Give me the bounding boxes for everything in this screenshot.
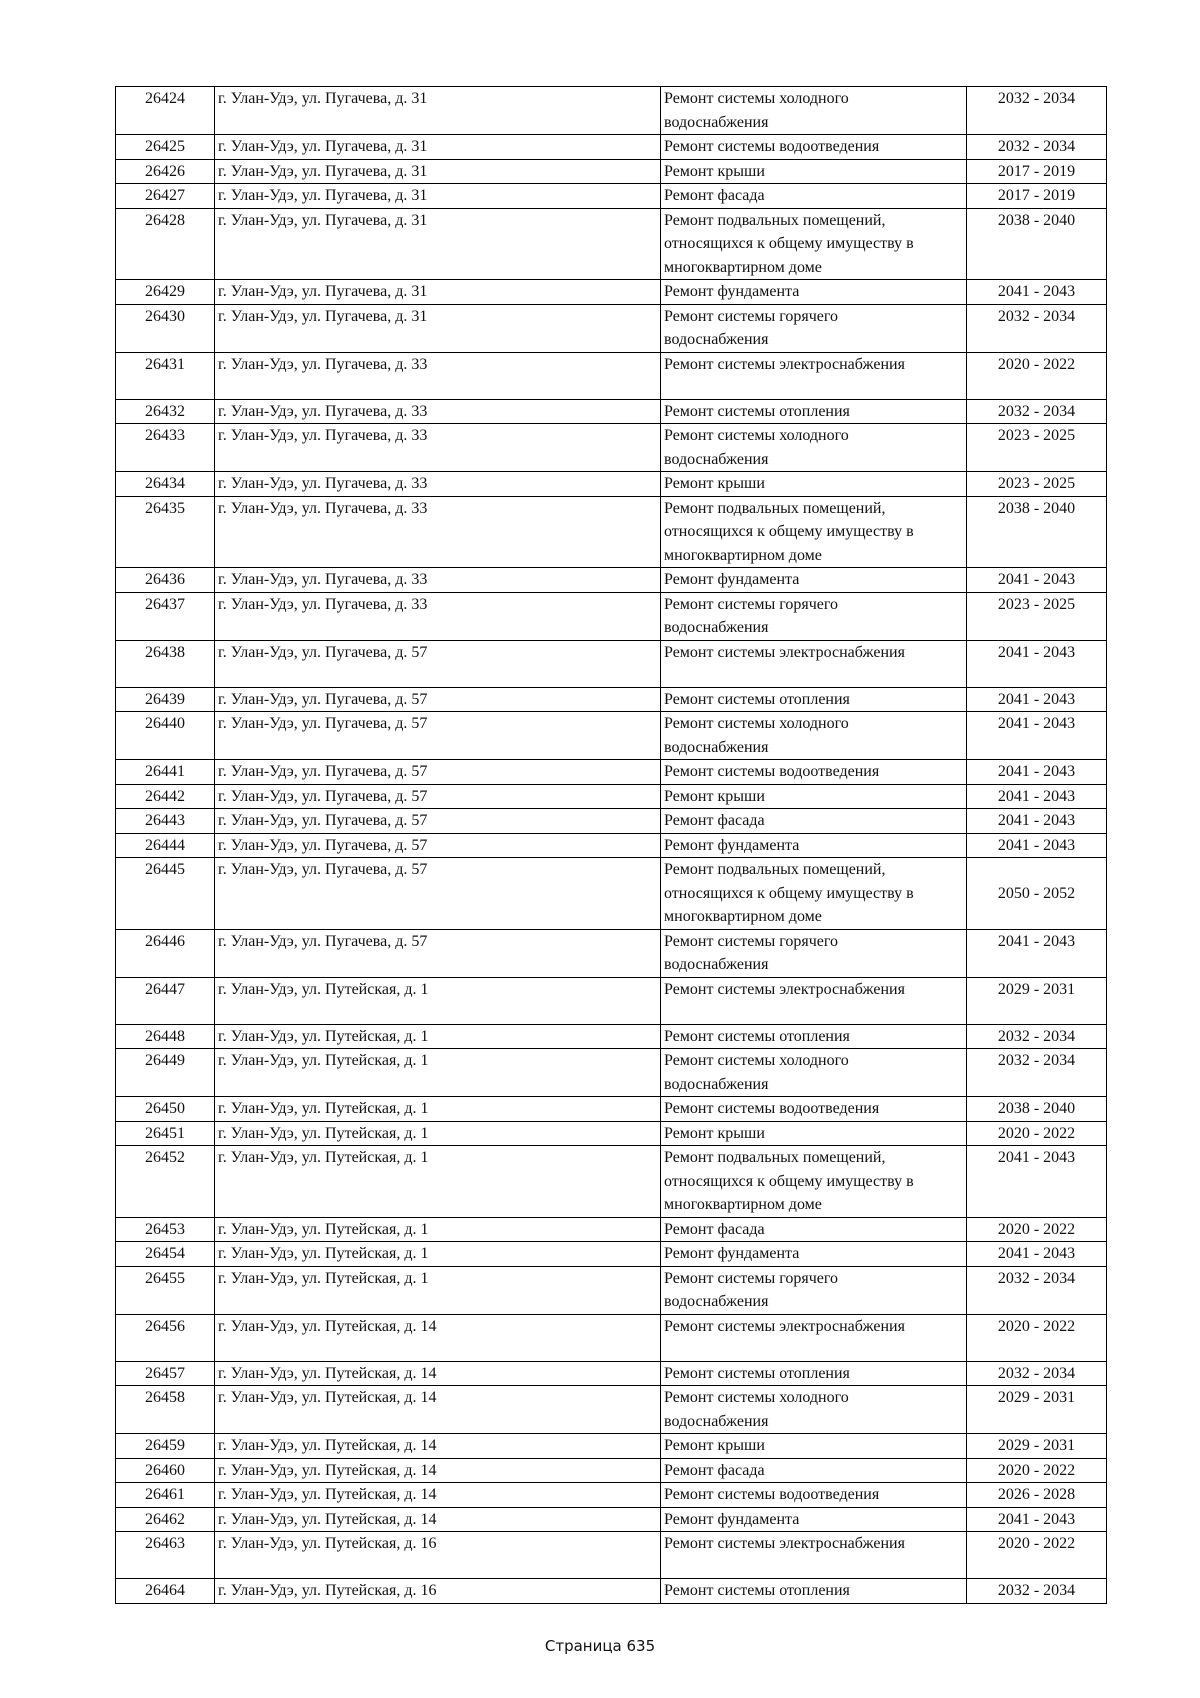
row-work-type: Ремонт фасада: [661, 184, 967, 209]
row-years: 2032 - 2034: [967, 399, 1107, 424]
row-years: 2038 - 2040: [967, 1097, 1107, 1122]
row-work-type: Ремонт системы отопления: [661, 687, 967, 712]
row-address: г. Улан-Удэ, ул. Путейская, д. 16: [215, 1579, 661, 1604]
row-work-type: Ремонт системы холодного водоснабжения: [661, 424, 967, 472]
row-work-type: Ремонт системы водоотведения: [661, 1483, 967, 1508]
page-number: Страница 635: [544, 1637, 656, 1655]
row-work-type: Ремонт системы холодного водоснабжения: [661, 712, 967, 760]
row-number: 26452: [116, 1146, 215, 1218]
table-row: [116, 687, 1107, 712]
row-work-type: Ремонт системы холодного водоснабжения: [661, 1049, 967, 1097]
row-years: 2020 - 2022: [967, 1532, 1107, 1579]
row-work-type: Ремонт системы холодного водоснабжения: [661, 87, 967, 135]
table-row: [116, 184, 1107, 209]
table-row: [116, 592, 1107, 640]
row-years: 2029 - 2031: [967, 1386, 1107, 1434]
row-address: г. Улан-Удэ, ул. Путейская, д. 1: [215, 1121, 661, 1146]
row-work-type: Ремонт фундамента: [661, 1507, 967, 1532]
row-address: г. Улан-Удэ, ул. Пугачева, д. 31: [215, 208, 661, 280]
row-address: г. Улан-Удэ, ул. Путейская, д. 1: [215, 1097, 661, 1122]
row-years: 2032 - 2034: [967, 1049, 1107, 1097]
row-number: 26450: [116, 1097, 215, 1122]
table-row: [116, 929, 1107, 977]
row-work-type: Ремонт системы отопления: [661, 1361, 967, 1386]
table-row: [116, 352, 1107, 399]
row-work-type: Ремонт системы отопления: [661, 399, 967, 424]
row-years: 2038 - 2040: [967, 208, 1107, 280]
row-number: 26439: [116, 687, 215, 712]
row-address: г. Улан-Удэ, ул. Путейская, д. 14: [215, 1507, 661, 1532]
row-work-type: Ремонт системы отопления: [661, 1579, 967, 1604]
row-address: г. Улан-Удэ, ул. Путейская, д. 1: [215, 1146, 661, 1218]
row-work-type: Ремонт системы электроснабжения: [661, 1532, 967, 1579]
table-row: [116, 1217, 1107, 1242]
row-address: г. Улан-Удэ, ул. Путейская, д. 1: [215, 1217, 661, 1242]
row-years: 2041 - 2043: [967, 687, 1107, 712]
row-work-type: Ремонт системы электроснабжения: [661, 977, 967, 1024]
row-number: 26461: [116, 1483, 215, 1508]
row-work-type: Ремонт подвальных помещений, относящихся к общему имуществу в многоквартирном доме: [661, 858, 967, 930]
table-row: [116, 1024, 1107, 1049]
row-number: 26429: [116, 280, 215, 305]
row-address: г. Улан-Удэ, ул. Пугачева, д. 31: [215, 184, 661, 209]
row-address: г. Улан-Удэ, ул. Пугачева, д. 57: [215, 809, 661, 834]
row-address: г. Улан-Удэ, ул. Путейская, д. 1: [215, 1024, 661, 1049]
row-number: 26458: [116, 1386, 215, 1434]
row-years: 2026 - 2028: [967, 1483, 1107, 1508]
row-address: г. Улан-Удэ, ул. Пугачева, д. 31: [215, 135, 661, 160]
row-years: 2041 - 2043: [967, 1507, 1107, 1532]
row-work-type: Ремонт подвальных помещений, относящихся к общему имуществу в многоквартирном доме: [661, 208, 967, 280]
row-work-type: Ремонт крыши: [661, 159, 967, 184]
table-row: [116, 1434, 1107, 1459]
table-row: [116, 208, 1107, 280]
row-address: г. Улан-Удэ, ул. Пугачева, д. 33: [215, 592, 661, 640]
row-address: г. Улан-Удэ, ул. Путейская, д. 14: [215, 1483, 661, 1508]
row-address: г. Улан-Удэ, ул. Путейская, д. 14: [215, 1386, 661, 1434]
table-row: [116, 1361, 1107, 1386]
table-row: [116, 1314, 1107, 1361]
row-work-type: Ремонт фасада: [661, 1217, 967, 1242]
row-years: 2041 - 2043: [967, 712, 1107, 760]
table-row: [116, 496, 1107, 568]
row-work-type: Ремонт системы горячего водоснабжения: [661, 304, 967, 352]
row-address: г. Улан-Удэ, ул. Путейская, д. 14: [215, 1314, 661, 1361]
row-number: 26435: [116, 496, 215, 568]
table-row: [116, 1146, 1107, 1218]
row-number: 26434: [116, 472, 215, 497]
row-number: 26432: [116, 399, 215, 424]
row-number: 26437: [116, 592, 215, 640]
row-work-type: Ремонт подвальных помещений, относящихся к общему имуществу в многоквартирном доме: [661, 496, 967, 568]
row-work-type: Ремонт системы электроснабжения: [661, 640, 967, 687]
row-years: 2020 - 2022: [967, 1121, 1107, 1146]
table-row: [116, 1386, 1107, 1434]
row-work-type: Ремонт системы горячего водоснабжения: [661, 1266, 967, 1314]
row-work-type: Ремонт системы горячего водоснабжения: [661, 592, 967, 640]
row-years: 2017 - 2019: [967, 184, 1107, 209]
row-years: 2020 - 2022: [967, 1314, 1107, 1361]
table-row: [116, 304, 1107, 352]
row-number: 26441: [116, 760, 215, 785]
row-number: 26427: [116, 184, 215, 209]
row-years: 2032 - 2034: [967, 1361, 1107, 1386]
table-row: [116, 87, 1107, 135]
row-address: г. Улан-Удэ, ул. Путейская, д. 1: [215, 1242, 661, 1267]
table-row: [116, 1242, 1107, 1267]
row-address: г. Улан-Удэ, ул. Пугачева, д. 31: [215, 87, 661, 135]
table-row: [116, 712, 1107, 760]
table-row: [116, 640, 1107, 687]
row-number: 26444: [116, 833, 215, 858]
table-row: [116, 1097, 1107, 1122]
row-number: 26448: [116, 1024, 215, 1049]
row-number: 26430: [116, 304, 215, 352]
row-number: 26443: [116, 809, 215, 834]
row-years: 2020 - 2022: [967, 352, 1107, 399]
table-row: [116, 1532, 1107, 1579]
row-years: 2032 - 2034: [967, 304, 1107, 352]
table-row: [116, 784, 1107, 809]
row-address: г. Улан-Удэ, ул. Пугачева, д. 57: [215, 858, 661, 930]
row-work-type: Ремонт фундамента: [661, 568, 967, 593]
row-years: 2023 - 2025: [967, 424, 1107, 472]
row-work-type: Ремонт крыши: [661, 784, 967, 809]
row-number: 26457: [116, 1361, 215, 1386]
row-number: 26455: [116, 1266, 215, 1314]
row-years: 2017 - 2019: [967, 159, 1107, 184]
row-work-type: Ремонт фундамента: [661, 280, 967, 305]
row-years: 2041 - 2043: [967, 809, 1107, 834]
row-years: 2041 - 2043: [967, 833, 1107, 858]
row-address: г. Улан-Удэ, ул. Путейская, д. 1: [215, 1266, 661, 1314]
row-number: 26447: [116, 977, 215, 1024]
row-address: г. Улан-Удэ, ул. Пугачева, д. 31: [215, 159, 661, 184]
table-row: [116, 1579, 1107, 1604]
table-row: [116, 399, 1107, 424]
row-number: 26453: [116, 1217, 215, 1242]
table-row: [116, 159, 1107, 184]
row-number: 26451: [116, 1121, 215, 1146]
repair-schedule-table: [115, 86, 1107, 1604]
row-address: г. Улан-Удэ, ул. Путейская, д. 1: [215, 1049, 661, 1097]
row-address: г. Улан-Удэ, ул. Пугачева, д. 31: [215, 304, 661, 352]
row-address: г. Улан-Удэ, ул. Пугачева, д. 57: [215, 760, 661, 785]
row-address: г. Улан-Удэ, ул. Пугачева, д. 57: [215, 833, 661, 858]
row-number: 26440: [116, 712, 215, 760]
row-years: 2023 - 2025: [967, 592, 1107, 640]
row-number: 26456: [116, 1314, 215, 1361]
row-years: 2050 - 2052: [967, 858, 1107, 930]
table-row: [116, 809, 1107, 834]
row-address: г. Улан-Удэ, ул. Пугачева, д. 57: [215, 687, 661, 712]
row-number: 26460: [116, 1458, 215, 1483]
row-address: г. Улан-Удэ, ул. Путейская, д. 16: [215, 1532, 661, 1579]
row-years: 2029 - 2031: [967, 1434, 1107, 1459]
row-work-type: Ремонт фундамента: [661, 1242, 967, 1267]
row-work-type: Ремонт подвальных помещений, относящихся к общему имуществу в многоквартирном доме: [661, 1146, 967, 1218]
row-work-type: Ремонт системы водоотведения: [661, 760, 967, 785]
row-number: 26426: [116, 159, 215, 184]
row-years: 2041 - 2043: [967, 1242, 1107, 1267]
table-row: [116, 858, 1107, 930]
table-row: [116, 280, 1107, 305]
table-row: [116, 1483, 1107, 1508]
row-work-type: Ремонт фасада: [661, 1458, 967, 1483]
row-address: г. Улан-Удэ, ул. Путейская, д. 14: [215, 1434, 661, 1459]
row-years: 2038 - 2040: [967, 496, 1107, 568]
row-address: г. Улан-Удэ, ул. Пугачева, д. 57: [215, 784, 661, 809]
row-number: 26425: [116, 135, 215, 160]
row-years: 2041 - 2043: [967, 568, 1107, 593]
row-work-type: Ремонт крыши: [661, 1121, 967, 1146]
table-row: [116, 833, 1107, 858]
row-number: 26459: [116, 1434, 215, 1459]
row-address: г. Улан-Удэ, ул. Пугачева, д. 33: [215, 496, 661, 568]
row-years: 2041 - 2043: [967, 280, 1107, 305]
table-row: [116, 1049, 1107, 1097]
row-number: 26449: [116, 1049, 215, 1097]
row-years: 2032 - 2034: [967, 1266, 1107, 1314]
row-address: г. Улан-Удэ, ул. Путейская, д. 1: [215, 977, 661, 1024]
row-work-type: Ремонт системы электроснабжения: [661, 352, 967, 399]
row-number: 26446: [116, 929, 215, 977]
row-years: 2032 - 2034: [967, 87, 1107, 135]
row-work-type: Ремонт системы водоотведения: [661, 135, 967, 160]
row-years: 2032 - 2034: [967, 1024, 1107, 1049]
row-years: 2020 - 2022: [967, 1217, 1107, 1242]
row-number: 26454: [116, 1242, 215, 1267]
row-address: г. Улан-Удэ, ул. Путейская, д. 14: [215, 1458, 661, 1483]
row-years: 2023 - 2025: [967, 472, 1107, 497]
row-address: г. Улан-Удэ, ул. Пугачева, д. 33: [215, 568, 661, 593]
row-years: 2020 - 2022: [967, 1458, 1107, 1483]
row-number: 26464: [116, 1579, 215, 1604]
table-row: [116, 1121, 1107, 1146]
row-address: г. Улан-Удэ, ул. Пугачева, д. 33: [215, 352, 661, 399]
table-row: [116, 1266, 1107, 1314]
row-address: г. Улан-Удэ, ул. Пугачева, д. 33: [215, 399, 661, 424]
row-years: 2032 - 2034: [967, 135, 1107, 160]
row-number: 26442: [116, 784, 215, 809]
table-row: [116, 135, 1107, 160]
row-years: 2041 - 2043: [967, 784, 1107, 809]
table-row: [116, 760, 1107, 785]
row-address: г. Улан-Удэ, ул. Пугачева, д. 57: [215, 640, 661, 687]
row-work-type: Ремонт системы горячего водоснабжения: [661, 929, 967, 977]
row-number: 26463: [116, 1532, 215, 1579]
row-number: 26431: [116, 352, 215, 399]
row-work-type: Ремонт крыши: [661, 472, 967, 497]
row-years: 2041 - 2043: [967, 929, 1107, 977]
table-row: [116, 424, 1107, 472]
row-work-type: Ремонт фасада: [661, 809, 967, 834]
row-address: г. Улан-Удэ, ул. Пугачева, д. 33: [215, 472, 661, 497]
table-body: [116, 87, 1107, 1604]
row-years: 2041 - 2043: [967, 640, 1107, 687]
row-address: г. Улан-Удэ, ул. Путейская, д. 14: [215, 1361, 661, 1386]
row-number: 26436: [116, 568, 215, 593]
row-number: 26445: [116, 858, 215, 930]
row-number: 26462: [116, 1507, 215, 1532]
table-row: [116, 1458, 1107, 1483]
row-work-type: Ремонт системы отопления: [661, 1024, 967, 1049]
row-number: 26424: [116, 87, 215, 135]
row-number: 26428: [116, 208, 215, 280]
row-work-type: Ремонт фундамента: [661, 833, 967, 858]
row-work-type: Ремонт системы холодного водоснабжения: [661, 1386, 967, 1434]
table-row: [116, 568, 1107, 593]
row-number: 26433: [116, 424, 215, 472]
row-years: 2032 - 2034: [967, 1579, 1107, 1604]
row-address: г. Улан-Удэ, ул. Пугачева, д. 57: [215, 929, 661, 977]
row-work-type: Ремонт системы водоотведения: [661, 1097, 967, 1122]
row-address: г. Улан-Удэ, ул. Пугачева, д. 31: [215, 280, 661, 305]
row-number: 26438: [116, 640, 215, 687]
row-work-type: Ремонт крыши: [661, 1434, 967, 1459]
table-row: [116, 1507, 1107, 1532]
row-years: 2029 - 2031: [967, 977, 1107, 1024]
table-row: [116, 977, 1107, 1024]
table-row: [116, 472, 1107, 497]
row-address: г. Улан-Удэ, ул. Пугачева, д. 33: [215, 424, 661, 472]
row-years: 2041 - 2043: [967, 1146, 1107, 1218]
row-work-type: Ремонт системы электроснабжения: [661, 1314, 967, 1361]
row-address: г. Улан-Удэ, ул. Пугачева, д. 57: [215, 712, 661, 760]
row-years: 2041 - 2043: [967, 760, 1107, 785]
